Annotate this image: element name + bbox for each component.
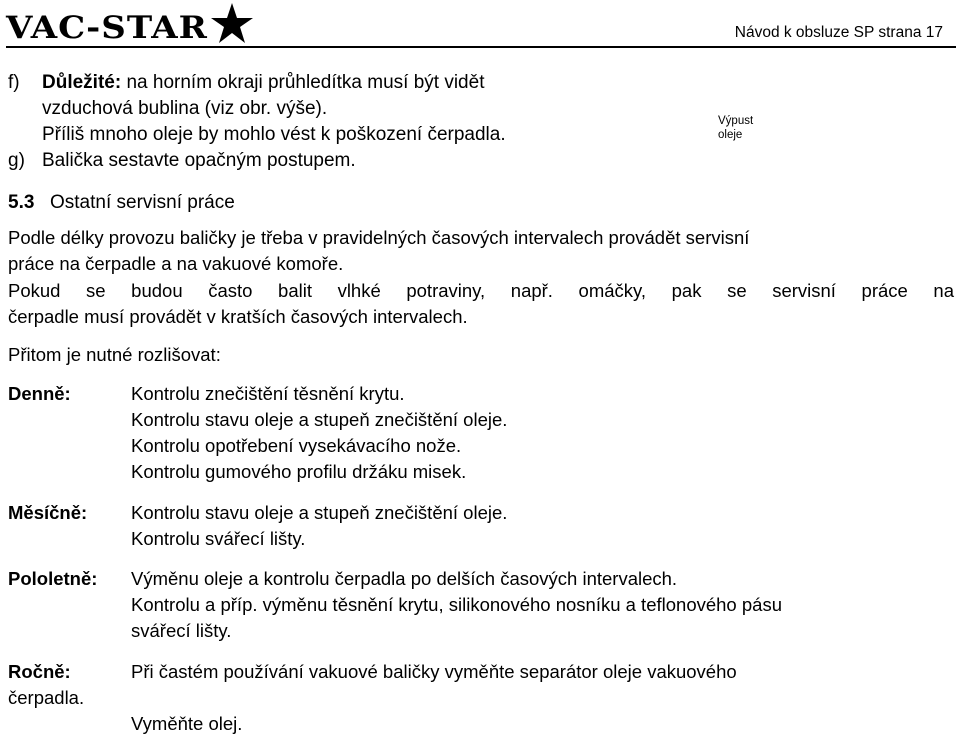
- header-divider: [6, 46, 956, 48]
- intro-text: Přitom je nutné rozlišovat:: [8, 344, 221, 365]
- daily-label: Denně:: [8, 383, 71, 404]
- important-label: Důležité:: [42, 72, 122, 93]
- paragraph-1-line-2: práce na čerpadle a na vakuové komoře.: [8, 253, 344, 274]
- section-title: Ostatní servisní práce: [50, 192, 235, 213]
- oil-drain-callout: [718, 114, 753, 142]
- halfyear-line-1: Výměnu oleje a kontrolu čerpadla po delších časových intervalech.: [131, 568, 678, 589]
- paragraph-2-line-2: čerpadle musí provádět v kratších časových intervalech.: [8, 306, 468, 327]
- item-f-line-3: Příliš mnoho oleje by mohlo vést k poškození čerpadla.: [42, 124, 506, 145]
- daily-item: Kontrolu opotřebení vysekávacího nože.: [131, 435, 462, 456]
- logo-text: VAC-STAR: [6, 9, 208, 47]
- yearly-line-1: Při častém používání vakuové baličky vyměňte separátor oleje vakuového: [131, 661, 737, 682]
- daily-item: Kontrolu stavu oleje a stupeň znečištění oleje.: [131, 409, 508, 430]
- item-g-marker: g): [8, 150, 25, 171]
- monthly-label: Měsíčně:: [8, 502, 88, 523]
- paragraph-1-line-1: Podle délky provozu baličky je třeba v pravidelných časových intervalech provádět servisní: [8, 227, 750, 248]
- halfyear-line-3: svářecí lišty.: [131, 620, 232, 641]
- halfyear-line-2: Kontrolu a příp. výměnu těsnění krytu, silikonového nosníku a teflonového pásu: [131, 594, 782, 615]
- vac-star-logo: [6, 2, 254, 46]
- paragraph-2-line-1: Pokud se budou často balit vlhké potraviny, např. omáčky, pak se servisní práce na: [8, 280, 954, 301]
- item-f-line-1: [42, 70, 484, 96]
- monthly-item: Kontrolu svářecí lišty.: [131, 528, 306, 549]
- callout-line-1: Výpust: [718, 115, 754, 127]
- monthly-item: Kontrolu stavu oleje a stupeň znečištění oleje.: [131, 502, 508, 523]
- item-f-marker: f): [8, 72, 20, 93]
- item-f-line-1-text: na horním okraji průhledítka musí být vidět: [126, 72, 485, 93]
- item-g-text: Balička sestavte opačným postupem.: [42, 150, 356, 171]
- daily-item: Kontrolu gumového profilu držáku misek.: [131, 461, 467, 482]
- page-info: Návod k obsluze SP strana 17: [734, 24, 943, 41]
- star-icon: [210, 2, 254, 44]
- daily-item: Kontrolu znečištění těsnění krytu.: [131, 383, 405, 404]
- yearly-label: Ročně:: [8, 661, 71, 682]
- section-number: 5.3: [8, 192, 35, 213]
- yearly-line-3: Vyměňte olej.: [131, 713, 243, 734]
- halfyear-label: Pololetně:: [8, 568, 98, 589]
- item-f-line-2: vzduchová bublina (viz obr. výše).: [42, 98, 328, 119]
- yearly-line-2: čerpadla.: [8, 687, 85, 708]
- callout-line-2: oleje: [718, 129, 743, 141]
